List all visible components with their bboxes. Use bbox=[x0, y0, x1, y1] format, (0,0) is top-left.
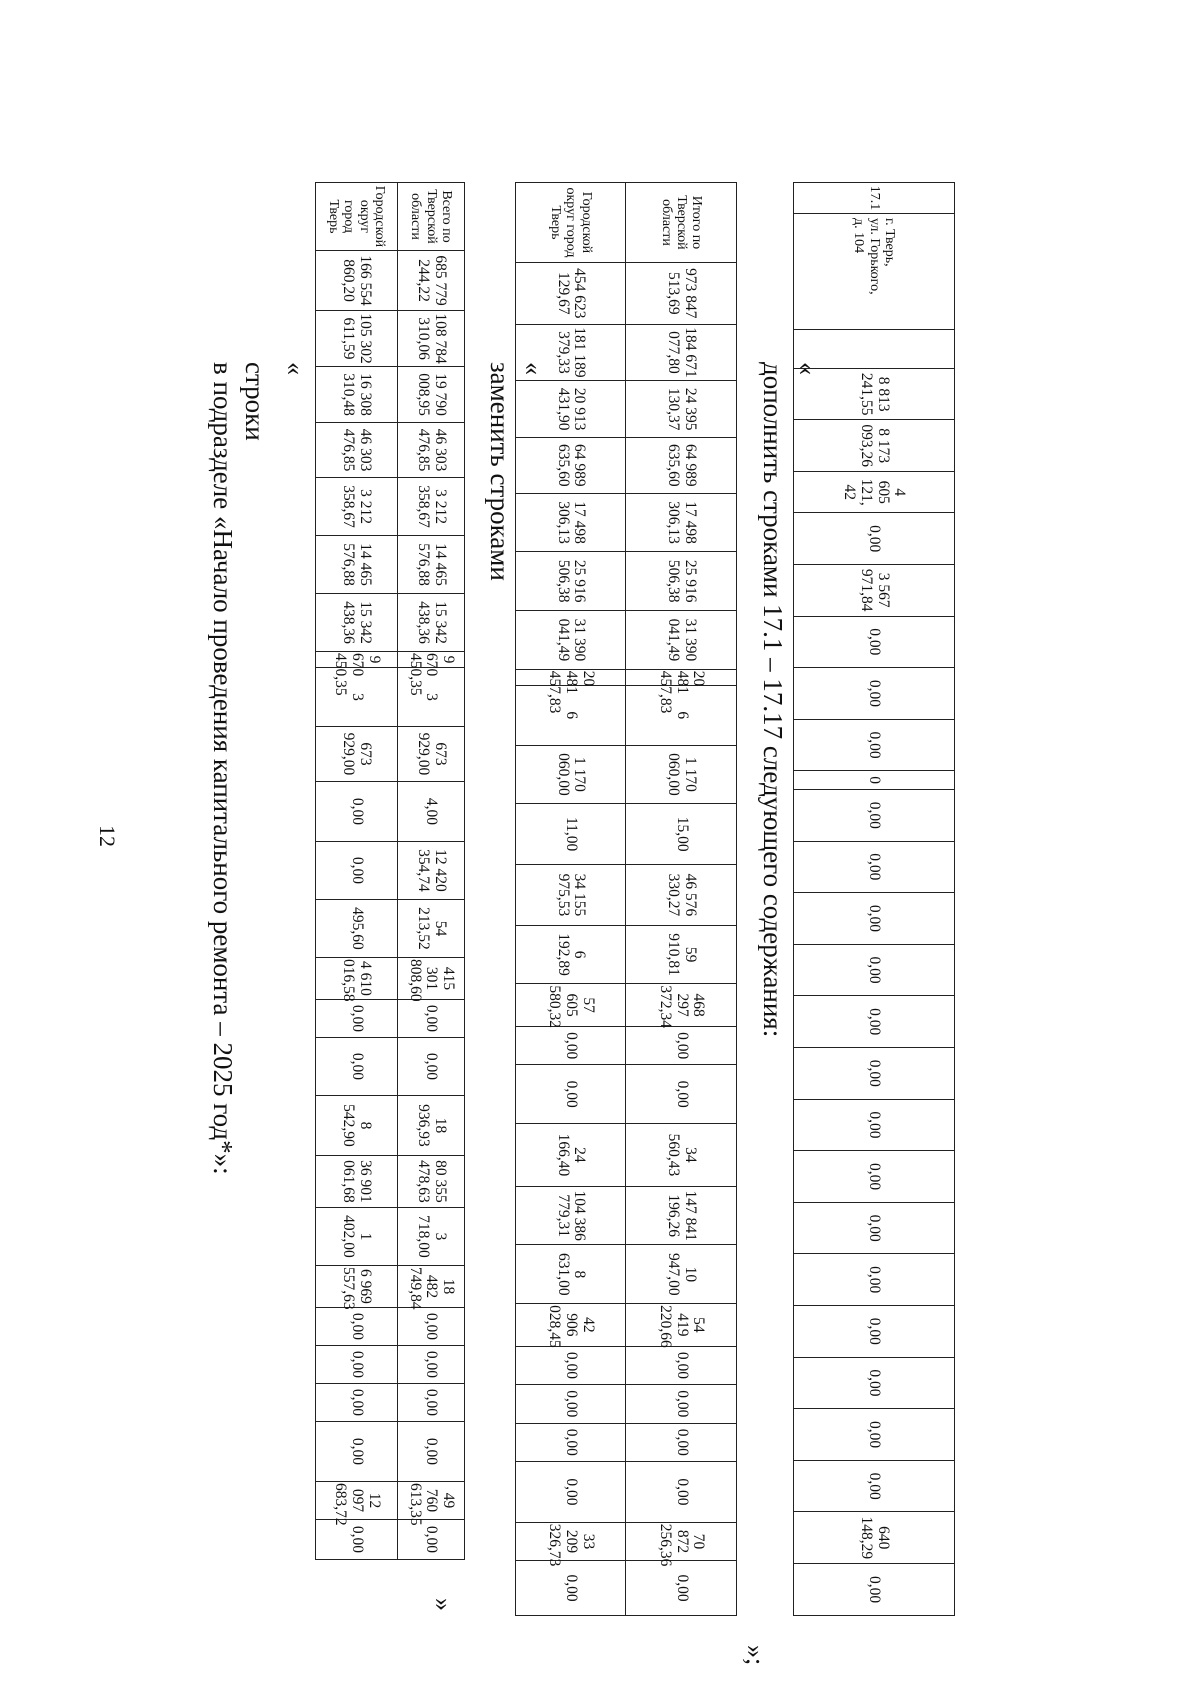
table-cell: 70 872 256,36 bbox=[626, 1522, 737, 1560]
table-cell: 19 790 008,95 bbox=[397, 367, 464, 423]
table-cell: 0,00 bbox=[516, 1462, 627, 1523]
table-cell: 0,00 bbox=[626, 1561, 737, 1616]
table-cell bbox=[794, 329, 955, 368]
table-cell: 640 148,29 bbox=[794, 1512, 955, 1564]
table-cell: 166 554 860,20 bbox=[316, 251, 398, 311]
table-cell: 0,00 bbox=[516, 1026, 627, 1064]
table-cell: 6 969 557,63 bbox=[316, 1265, 398, 1307]
table-cell: 0,00 bbox=[316, 841, 398, 899]
table-cell: 46 303 476,85 bbox=[397, 423, 464, 478]
table-cell: 3 bbox=[316, 667, 398, 726]
table-original-rows bbox=[315, 182, 465, 1560]
table-cell: 57 605 580,32 bbox=[516, 984, 627, 1027]
table-row bbox=[516, 183, 627, 1616]
table-cell: 0,00 bbox=[794, 1564, 955, 1616]
table-cell: 0,00 bbox=[626, 1065, 737, 1124]
table-cell: 0,00 bbox=[316, 781, 398, 841]
table-cell: 0,00 bbox=[397, 1307, 464, 1345]
table-cell: 1 402,00 bbox=[316, 1207, 398, 1265]
table-cell: 31 390 041,49 bbox=[626, 611, 737, 670]
table-cell: 46 576 330,27 bbox=[626, 865, 737, 926]
table-cell: 16 308 310,48 bbox=[316, 367, 398, 423]
close-quote-2: »; bbox=[741, 1645, 770, 1666]
table-cell: 33 209 326,73 bbox=[516, 1522, 627, 1560]
table-cell: 0,00 bbox=[794, 996, 955, 1048]
table-cell: 0,00 bbox=[316, 1307, 398, 1345]
table-cell: 0,00 bbox=[397, 1519, 464, 1559]
table-cell: 8 542,90 bbox=[316, 1095, 398, 1155]
table-cell: 0,00 bbox=[794, 841, 955, 893]
table-cell: 184 671 077,80 bbox=[626, 324, 737, 381]
table-cell: 495,60 bbox=[316, 899, 398, 957]
table-cell: 12 420 354,74 bbox=[397, 841, 464, 899]
table-cell: 105 302 611,59 bbox=[316, 311, 398, 367]
open-quote-3: « bbox=[793, 362, 822, 375]
table-cell: 0,00 bbox=[626, 1423, 737, 1461]
table-cell: 25 916 506,38 bbox=[626, 552, 737, 611]
open-quote-2: « bbox=[519, 362, 548, 375]
table-cell: 31 390 041,49 bbox=[516, 611, 627, 670]
table-cell: 0,00 bbox=[794, 616, 955, 668]
table-cell: 0,00 bbox=[794, 668, 955, 720]
table-cell: 25 916 506,38 bbox=[516, 552, 627, 611]
append-label: дополнить строками 17.1 – 17.17 следующего содержания: bbox=[758, 362, 788, 1038]
table-cell: 0,00 bbox=[794, 1099, 955, 1151]
table-cell: 15 342 438,36 bbox=[397, 594, 464, 652]
table-cell: 0,00 bbox=[794, 1151, 955, 1203]
section-heading: в подразделе «Начало проведения капитального ремонта – 2025 год*»: bbox=[208, 362, 238, 1175]
table-cell: 18 482 749,84 bbox=[397, 1265, 464, 1307]
table-cell: 0,00 bbox=[794, 1357, 955, 1409]
table-cell: 0,00 bbox=[516, 1423, 627, 1461]
table-cell: 15,00 bbox=[626, 804, 737, 865]
table-cell: 80 355 478,63 bbox=[397, 1155, 464, 1207]
table-cell: 108 784 310,06 bbox=[397, 311, 464, 367]
table-cell: 673 929,00 bbox=[316, 726, 398, 781]
table-cell: 15 342 438,36 bbox=[316, 594, 398, 652]
table-cell: 0,00 bbox=[626, 1346, 737, 1384]
table-cell: 104 386 779,31 bbox=[516, 1186, 627, 1245]
table-cell: 42 906 028,45 bbox=[516, 1304, 627, 1347]
table-cell: 973 847 513,69 bbox=[626, 262, 737, 324]
table-cell: 4,00 bbox=[397, 781, 464, 841]
table-row bbox=[794, 183, 955, 1616]
table-cell: 34 560,43 bbox=[626, 1124, 737, 1187]
table-cell: 20 913 431,90 bbox=[516, 381, 627, 438]
table-cell: 181 189 379,33 bbox=[516, 324, 627, 381]
table-cell: 8 631,00 bbox=[516, 1245, 627, 1304]
table-cell: 0,00 bbox=[794, 1306, 955, 1358]
rows-label: строки bbox=[240, 362, 270, 441]
table-cell: 0,00 bbox=[397, 1345, 464, 1383]
row-name-cell: Всего по Тверской области bbox=[397, 183, 464, 251]
table-cell: 54 419 220,66 bbox=[626, 1304, 737, 1347]
table-cell: 24 395 130,37 bbox=[626, 381, 737, 438]
close-quote-1: » bbox=[429, 1598, 458, 1611]
table-cell: 6 bbox=[516, 685, 627, 745]
table-cell: 64 989 635,60 bbox=[626, 438, 737, 494]
table-cell: 10 947,00 bbox=[626, 1245, 737, 1304]
table-cell: 1 170 060,00 bbox=[516, 745, 627, 804]
table-cell: 685 779 244,22 bbox=[397, 251, 464, 311]
table-cell: 0,00 bbox=[794, 944, 955, 996]
table-cell: 0,00 bbox=[794, 893, 955, 945]
table-cell: 6 bbox=[626, 685, 737, 745]
table-cell: 14 465 576,88 bbox=[397, 536, 464, 594]
table-cell: 0,00 bbox=[516, 1346, 627, 1384]
table-cell: 17 498 306,13 bbox=[626, 493, 737, 552]
replace-label: заменить строками bbox=[485, 362, 515, 581]
table-cell: 0,00 bbox=[626, 1462, 737, 1523]
table-cell: 9 670 450,35 bbox=[397, 652, 464, 668]
row-name-cell: Городской округ город Тверь bbox=[516, 183, 627, 263]
table-cell: 0,00 bbox=[794, 1460, 955, 1512]
table-cell: 0,00 bbox=[794, 1409, 955, 1461]
table-cell: 8 173 093,26 bbox=[794, 420, 955, 472]
table-replacement-rows bbox=[515, 182, 737, 1616]
table-row bbox=[626, 183, 737, 1616]
table-cell: 0,00 bbox=[397, 1037, 464, 1095]
table-cell: 0,00 bbox=[794, 719, 955, 771]
table-row bbox=[316, 183, 398, 1560]
table-cell: 415 301 808,60 bbox=[397, 957, 464, 999]
table-cell: 0,00 bbox=[794, 1048, 955, 1100]
table-cell: 0,00 bbox=[316, 1345, 398, 1383]
table-cell: 6 192,89 bbox=[516, 925, 627, 984]
table-cell: 147 841 196,26 bbox=[626, 1186, 737, 1245]
table-cell: 0,00 bbox=[794, 789, 955, 841]
table-cell: 0,00 bbox=[316, 1519, 398, 1559]
row-name-cell: Городской округ город Тверь bbox=[316, 183, 398, 251]
table-cell: 3 718,00 bbox=[397, 1207, 464, 1265]
table-cell: 34 155 975,53 bbox=[516, 865, 627, 926]
table-cell: 0,00 bbox=[794, 1202, 955, 1254]
table-cell: 0,00 bbox=[516, 1561, 627, 1616]
table-cell: 59 910,81 bbox=[626, 925, 737, 984]
table-cell: 64 989 635,60 bbox=[516, 438, 627, 494]
table-cell: 3 567 971,84 bbox=[794, 564, 955, 616]
table-cell: 0,00 bbox=[397, 999, 464, 1037]
table-cell: 4 610 016,58 bbox=[316, 957, 398, 999]
table-cell: 0,00 bbox=[316, 999, 398, 1037]
table-cell: 0,00 bbox=[316, 1383, 398, 1421]
table-cell: 17 498 306,13 bbox=[516, 493, 627, 552]
table-cell: 18 936,93 bbox=[397, 1095, 464, 1155]
table-cell: 0,00 bbox=[794, 1254, 955, 1306]
address-cell: г. Тверь, ул. Горького, д. 104 bbox=[794, 213, 955, 329]
table-cell: 8 813 241,55 bbox=[794, 368, 955, 420]
table-cell: 20 481 457,83 bbox=[626, 669, 737, 685]
table-cell: 0,00 bbox=[316, 1421, 398, 1481]
table-cell: 36 901 061,68 bbox=[316, 1155, 398, 1207]
table-cell: 0,00 bbox=[794, 513, 955, 565]
table-cell: 12 097 683,72 bbox=[316, 1481, 398, 1519]
row-number-cell: 17.1 bbox=[794, 183, 955, 214]
table-cell: 54 213,52 bbox=[397, 899, 464, 957]
table-cell: 0,00 bbox=[626, 1385, 737, 1423]
table-row bbox=[397, 183, 464, 1560]
table-cell: 0,00 bbox=[516, 1385, 627, 1423]
page-number: 12 bbox=[95, 825, 120, 847]
row-name-cell: Итого по Тверской области bbox=[626, 183, 737, 263]
table-cell: 49 760 613,35 bbox=[397, 1481, 464, 1519]
table-cell: 24 166,40 bbox=[516, 1124, 627, 1187]
open-quote-1: « bbox=[281, 362, 310, 375]
table-cell: 3 212 358,67 bbox=[316, 478, 398, 536]
table-cell: 46 303 476,85 bbox=[316, 423, 398, 478]
table-cell: 3 bbox=[397, 667, 464, 726]
table-cell: 1 170 060,00 bbox=[626, 745, 737, 804]
table-cell: 9 670 450,35 bbox=[316, 652, 398, 668]
table-cell: 468 297 372,34 bbox=[626, 984, 737, 1027]
table-added-rows bbox=[793, 182, 955, 1616]
table-cell: 11,00 bbox=[516, 804, 627, 865]
table-cell: 0,00 bbox=[626, 1026, 737, 1064]
table-cell: 673 929,00 bbox=[397, 726, 464, 781]
table-cell: 0,00 bbox=[397, 1383, 464, 1421]
table-cell: 0,00 bbox=[397, 1421, 464, 1481]
table-cell: 0,00 bbox=[516, 1065, 627, 1124]
table-cell: 4 605 121, 42 bbox=[794, 472, 955, 513]
table-cell: 0,00 bbox=[316, 1037, 398, 1095]
table-cell: 14 465 576,88 bbox=[316, 536, 398, 594]
table-cell: 3 212 358,67 bbox=[397, 478, 464, 536]
table-cell: 20 481 457,83 bbox=[516, 669, 627, 685]
table-cell: 454 623 129,67 bbox=[516, 262, 627, 324]
table-cell: 0 bbox=[794, 771, 955, 790]
